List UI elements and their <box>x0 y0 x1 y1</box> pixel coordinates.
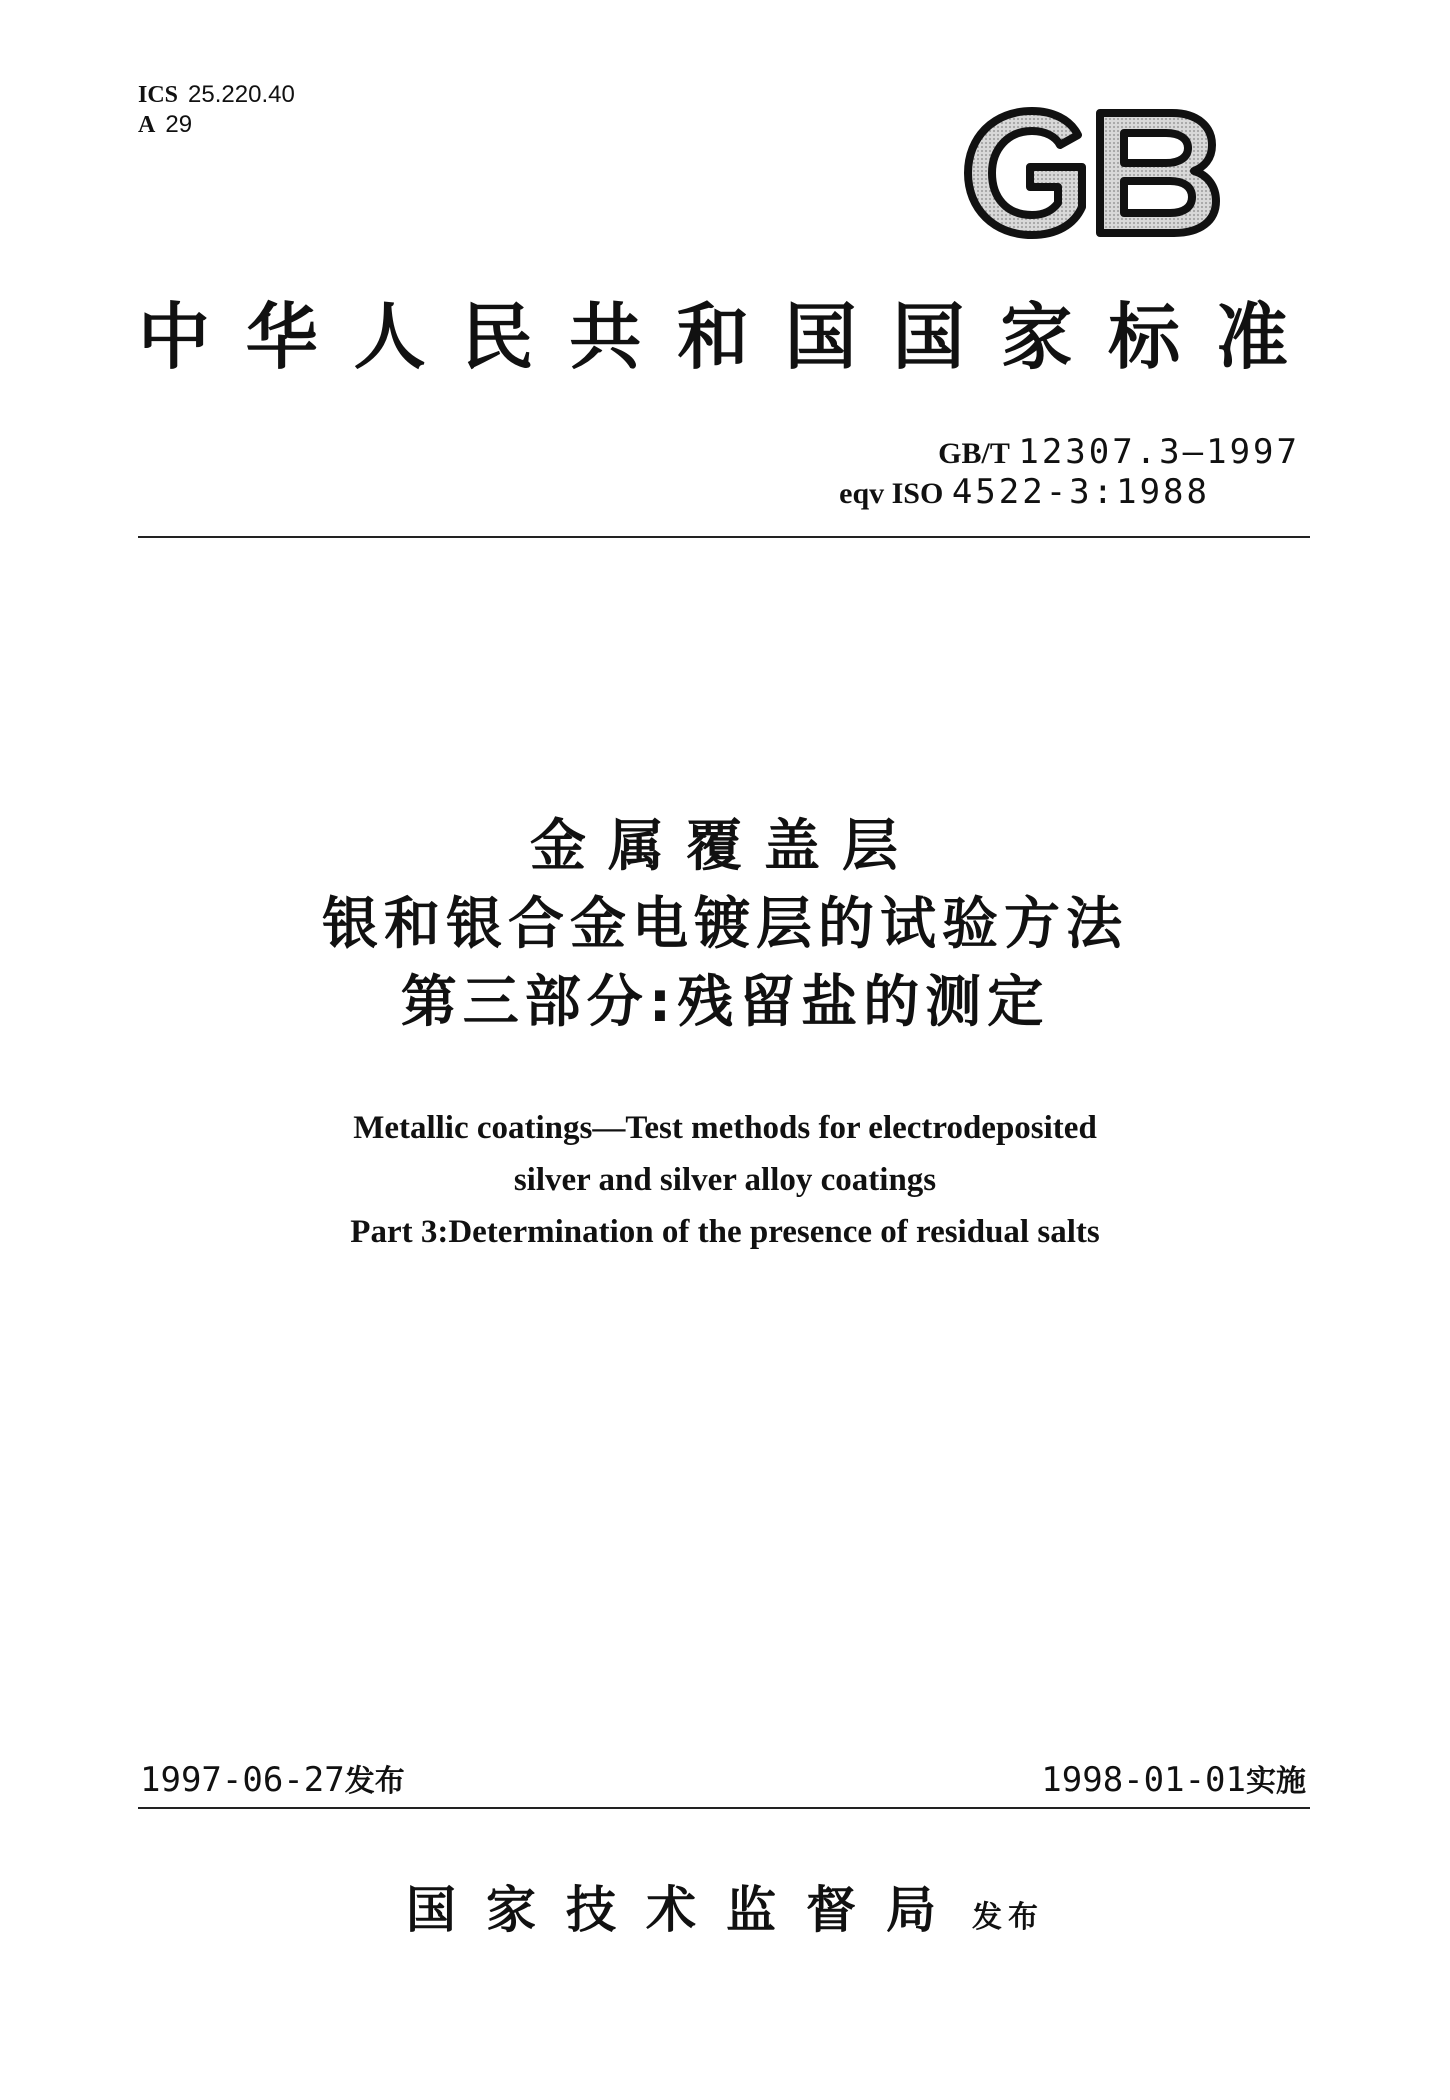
ics-label: ICS <box>138 82 179 108</box>
issuer-name: 国家技术监督局 <box>406 1880 966 1939</box>
standard-number-block <box>839 433 1300 513</box>
issuer-suffix: 发布 <box>972 1900 1044 1935</box>
standard-number-row <box>839 433 1300 473</box>
implementation-date-value: 1998-01-01 <box>1041 1760 1246 1800</box>
ics-value: 25.220.40 <box>188 81 295 108</box>
chinese-title-block <box>0 808 1450 1042</box>
classification-block <box>138 80 295 140</box>
standard-number-label: GB/T <box>938 437 1010 470</box>
implementation-date <box>1041 1760 1306 1802</box>
equivalence-row <box>839 473 1210 513</box>
ics-row <box>138 80 295 110</box>
english-title-line-2: silver and silver alloy coatings <box>513 1162 937 1198</box>
english-title-line-3: Part 3:Determination of the presence of residual salts <box>350 1214 1100 1250</box>
equivalence-label: eqv ISO <box>839 477 944 510</box>
english-title-block <box>0 1102 1450 1258</box>
standard-number-value: 12307.3—1997 <box>1018 432 1300 472</box>
gb-logo <box>960 105 1222 240</box>
header-divider <box>138 536 1310 538</box>
chinese-title-line-2: 银和银合金电镀层的试验方法 <box>322 892 1128 957</box>
issue-date-value: 1997-06-27 <box>140 1760 345 1800</box>
english-title-line-1: Metallic coatings—Test methods for electrodeposited <box>353 1110 1097 1146</box>
issue-date-suffix: 发布 <box>344 1764 405 1799</box>
issue-date <box>140 1760 405 1802</box>
ccs-row <box>138 110 295 140</box>
equivalence-value: 4522-3:1988 <box>951 472 1210 512</box>
ccs-value: 29 <box>165 111 193 138</box>
ccs-label: A <box>138 112 156 138</box>
chinese-title-line-3: 第三部分:残留盐的测定 <box>400 970 1050 1035</box>
issuer-block <box>0 1870 1450 1942</box>
national-standard-title: 中华人民共和国国家标准 <box>138 294 1310 379</box>
footer-divider <box>138 1807 1310 1809</box>
chinese-title-line-1: 金属覆盖层 <box>530 814 920 879</box>
implementation-date-suffix: 实施 <box>1246 1764 1306 1799</box>
